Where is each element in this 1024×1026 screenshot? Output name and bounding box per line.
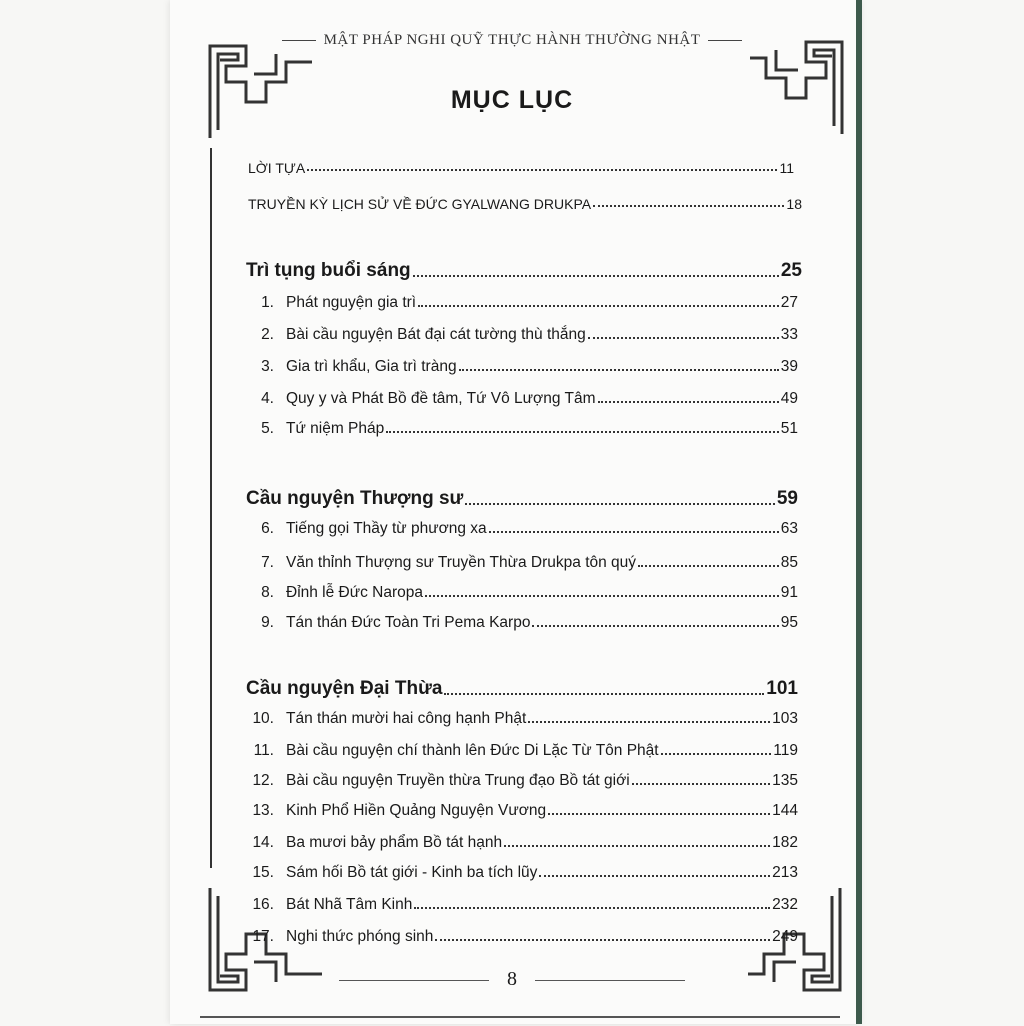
entry-index: 11. [253,742,274,759]
dot-leader [598,400,779,403]
entry-index: 3. [261,358,274,375]
toc-entry[interactable] [244,358,798,376]
entry-page: 33 [780,326,798,343]
toc-entry[interactable] [244,928,798,946]
toc-entry-front[interactable] [248,160,794,176]
toc-entry[interactable] [244,742,798,760]
entry-label: Bát Nhã Tâm Kinh [286,896,413,913]
entry-page: 27 [780,294,798,311]
toc-entry[interactable] [244,420,798,438]
entry-label: Tán thán Đức Toàn Tri Pema Karpo [286,614,531,631]
toc-entry[interactable] [244,584,798,602]
toc-entry-page: 11 [779,160,794,176]
entry-label: Phát nguyện gia trì [286,294,417,311]
entry-label: Văn thỉnh Thượng sư Truyền Thừa Drukpa tôn quý [286,554,637,571]
toc-entry[interactable] [244,896,798,914]
toc-entry[interactable] [244,772,798,790]
toc-entry[interactable] [244,802,798,820]
toc-entry-front[interactable] [248,196,802,212]
dot-leader [661,752,772,755]
section-title: Cầu nguyện Thượng sư [246,488,464,509]
entry-page: 39 [780,358,798,375]
dot-leader [413,274,779,277]
section-page: 25 [780,260,802,281]
entry-index: 12. [252,772,274,789]
page-title: MỤC LỤC [450,86,574,114]
entry-label: Bài cầu nguyện Truyền thừa Trung đạo Bồ tát giới [286,772,630,789]
entry-page: 85 [780,554,798,571]
entry-label: Ba mươi bảy phẩm Bồ tát hạnh [286,834,503,851]
dot-leader [504,844,770,847]
dot-leader [386,430,778,433]
dot-leader [528,720,770,723]
toc-entry[interactable] [244,390,798,408]
entry-page: 135 [772,772,798,789]
entry-page: 213 [772,864,798,881]
toc-entry[interactable] [244,554,798,572]
entry-index: 2. [261,326,274,343]
entry-page: 49 [780,390,798,407]
entry-page: 103 [772,710,798,727]
dot-leader [532,624,778,627]
entry-index: 14. [252,834,274,851]
dot-leader [489,530,779,533]
toc-entry-page: 18 [786,196,802,212]
dot-leader [548,812,770,815]
toc-entry[interactable] [244,520,798,538]
entry-index: 9. [261,614,274,631]
entry-label: Gia trì khẩu, Gia trì tràng [286,358,457,375]
entry-label: Quy y và Phát Bồ đề tâm, Tứ Vô Lượng Tâm [286,390,596,407]
entry-index: 16. [252,896,274,913]
dot-leader [593,204,784,207]
running-head-text: MẬT PHÁP NGHI QUỸ THỰC HÀNH THƯỜNG NHẬT [323,32,701,48]
page-footer [0,968,1024,991]
dot-leader [444,692,764,695]
entry-label: Nghi thức phóng sinh [286,928,434,945]
entry-page: 119 [773,742,798,759]
dot-leader [459,368,779,371]
entry-label: Tứ niệm Pháp [286,420,385,437]
entry-index: 8. [261,584,274,601]
entry-label: Tán thán mười hai công hạnh Phật [286,710,527,727]
toc-entry[interactable] [244,614,798,632]
dot-leader [465,502,775,505]
toc-entry[interactable] [244,710,798,728]
dot-leader [588,336,779,339]
entry-page: 182 [772,834,798,851]
entry-index: 15. [252,864,274,881]
entry-index: 10. [252,710,274,727]
toc-entry[interactable] [244,326,798,344]
footer-rule-right [535,980,685,981]
dot-leader [638,564,779,567]
entry-label: Sám hối Bồ tát giới - Kinh ba tích lũy [286,864,538,881]
section-page: 101 [766,678,798,699]
entry-index: 5. [261,420,274,437]
section-title: Trì tụng buổi sáng [246,260,411,281]
entry-index: 17. [252,928,274,945]
entry-page: 95 [780,614,798,631]
dot-leader [418,304,779,307]
entry-page: 63 [780,520,798,537]
entry-label: Bài cầu nguyện chí thành lên Đức Di Lặc Từ Tôn Phật [286,742,659,759]
entry-label: Kinh Phổ Hiền Quảng Nguyện Vương [286,802,547,819]
toc-entry-label: TRUYỀN KỲ LỊCH SỬ VỀ ĐỨC GYALWANG DRUKPA [248,196,592,212]
dot-leader [632,782,770,785]
dot-leader [425,594,779,597]
dot-leader [539,874,770,877]
dot-leader [435,938,770,941]
next-page-edge [200,1016,840,1026]
entry-page: 249 [772,928,798,945]
entry-label: Đỉnh lễ Đức Naropa [286,584,424,601]
section-title: Cầu nguyện Đại Thừa [246,678,443,699]
toc-section-heading[interactable] [246,260,802,282]
entry-label: Tiếng gọi Thầy từ phương xa [286,520,487,537]
toc-entry[interactable] [244,834,798,852]
entry-index: 6. [261,520,274,537]
page-number: 8 [507,968,517,990]
toc-entry-label: LỜI TỰA [248,160,306,176]
toc-entry[interactable] [244,294,798,312]
section-page: 59 [776,488,798,509]
footer-rule-left [339,980,489,981]
dot-leader [307,168,777,171]
toc-entry[interactable] [244,864,798,882]
toc-section-heading[interactable] [246,678,798,700]
entry-label: Bài cầu nguyện Bát đại cát tường thù thắng [286,326,586,343]
entry-index: 13. [252,802,274,819]
entry-index: 1. [261,294,274,311]
entry-index: 4. [261,390,274,407]
entry-page: 51 [780,420,798,437]
entry-page: 91 [780,584,798,601]
entry-page: 144 [772,802,798,819]
entry-page: 232 [772,896,798,913]
toc-section-heading[interactable] [246,488,798,510]
entry-index: 7. [261,554,274,571]
dot-leader [414,906,770,909]
